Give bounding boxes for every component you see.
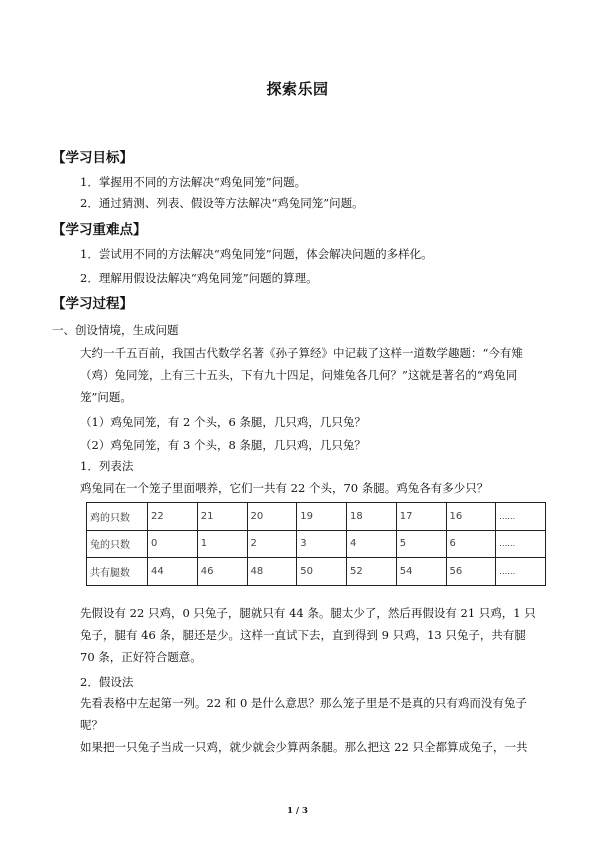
row-label-legs: 共有腿数	[87, 558, 148, 586]
table-cell: 0	[148, 530, 198, 558]
chicken-rabbit-table	[86, 502, 546, 586]
row-label-rabbits: 兔的只数	[87, 530, 148, 558]
table-cell: 46	[197, 558, 247, 586]
question-2: （2）鸡兔同笼，有 3 个头，8 条腿，几只鸡，几只兔？	[80, 438, 366, 452]
table-row	[87, 558, 546, 586]
table-cell: 22	[148, 503, 198, 531]
table-cell-ellipsis: ……	[496, 558, 546, 586]
table-cell-ellipsis: ……	[496, 530, 546, 558]
process-heading-1: 一、创设情境，生成问题	[52, 323, 179, 337]
table-cell: 20	[247, 503, 297, 531]
table-cell: 19	[297, 503, 347, 531]
explanation-paragraph-3: 如果把一只兔子当成一只鸡，就少就会少算两条腿。那么把这 22 只全都算成兔子，一共	[80, 740, 528, 754]
intro-text: 大约一千五百前，我国古代数学名著《孙子算经》中记载了这样一道数学趣题：“今有雉（鸡）兔同笼，上有三十五头，下有九十四足，问雉兔各几何？”这就是著名的“鸡兔同笼”问题。	[80, 346, 523, 404]
table-cell: 6	[446, 530, 496, 558]
table-cell: 48	[247, 558, 297, 586]
intro-paragraph	[80, 342, 542, 408]
page-number: 1 / 3	[287, 806, 308, 816]
table-cell: 3	[297, 530, 347, 558]
table-cell-ellipsis: ……	[496, 503, 546, 531]
table-cell: 16	[446, 503, 496, 531]
table-cell: 17	[396, 503, 446, 531]
table-cell: 50	[297, 558, 347, 586]
table-cell: 1	[197, 530, 247, 558]
page-title: 探索乐园	[266, 80, 329, 98]
method-1-heading: 1．列表法	[80, 459, 134, 473]
section-process-heading: 【学习过程】	[52, 296, 133, 312]
table-cell: 21	[197, 503, 247, 531]
section-goals-heading: 【学习目标】	[52, 150, 133, 166]
keypoint-item-1: 1．尝试用不同的方法解决“鸡兔同笼”问题，体会解决问题的多样化。	[80, 247, 433, 261]
row-label-chickens: 鸡的只数	[87, 503, 148, 531]
goal-item-2: 2．通过猜测、列表、假设等方法解决“鸡兔同笼”问题。	[80, 196, 364, 210]
table-cell: 52	[347, 558, 397, 586]
explanation-paragraph-2: 先看表格中左起第一列。22 和 0 是什么意思？那么笼子里是不是真的只有鸡而没有兔子呢？	[80, 696, 527, 732]
goal-item-1: 1．掌握用不同的方法解决“鸡兔同笼”问题。	[80, 175, 307, 189]
table-cell: 2	[247, 530, 297, 558]
keypoint-item-2: 2．理解用假设法解决“鸡兔同笼”问题的算理。	[80, 271, 318, 285]
table-row	[87, 530, 546, 558]
problem-statement: 鸡兔同在一个笼子里面喂养，它们一共有 22 个头，70 条腿。鸡兔各有多少只？	[80, 481, 489, 495]
table-cell: 54	[396, 558, 446, 586]
table-cell: 5	[396, 530, 446, 558]
question-1: （1）鸡兔同笼，有 2 个头，6 条腿，几只鸡，几只兔？	[80, 415, 366, 429]
method-2-heading: 2．假设法	[80, 675, 134, 689]
table-cell: 4	[347, 530, 397, 558]
section-keypoints-heading: 【学习重难点】	[52, 222, 147, 238]
table-row	[87, 503, 546, 531]
table-cell: 18	[347, 503, 397, 531]
explanation-paragraph-1: 先假设有 22 只鸡，0 只兔子，腿就只有 44 条。腿太少了，然后再假设有 21 只鸡，1 只兔子，腿有 46 条，腿还是少。这样一直试下去，直到得到 9 只鸡，13 只兔子，共有腿 70 条，正好符合题意。	[80, 606, 536, 664]
table-cell: 56	[446, 558, 496, 586]
table-cell: 44	[148, 558, 198, 586]
